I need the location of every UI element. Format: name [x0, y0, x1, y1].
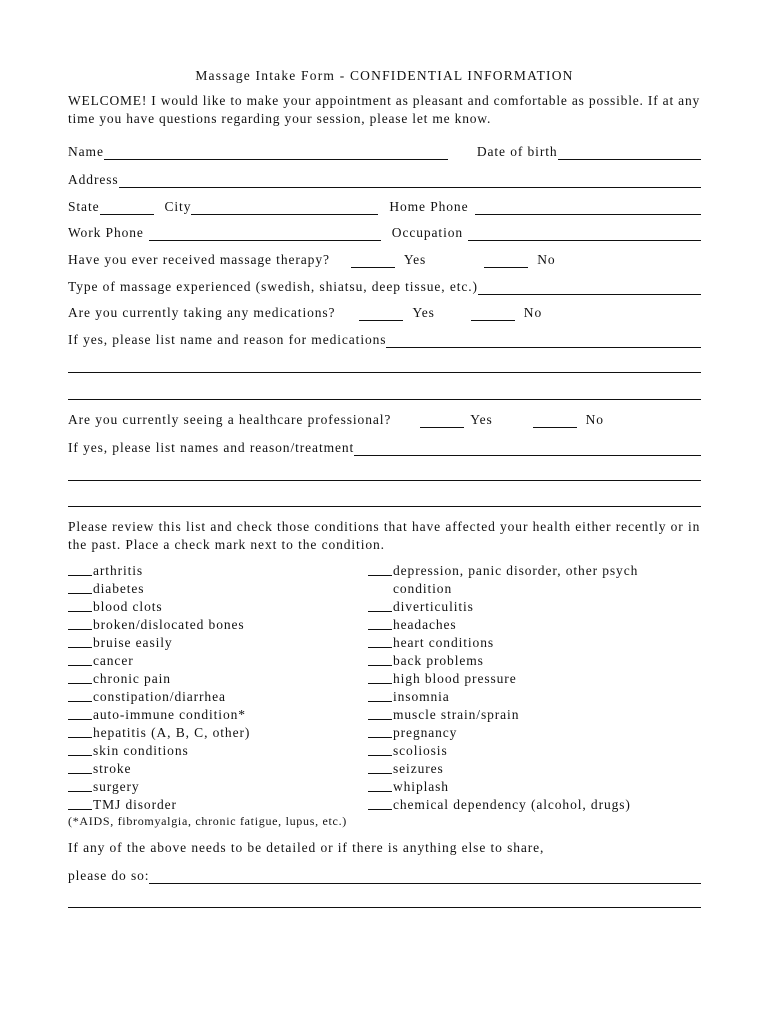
occupation-label: Occupation — [391, 225, 464, 240]
condition-item[interactable]: diabetes — [68, 580, 250, 598]
work-occupation-row — [68, 223, 701, 241]
state-city-row — [68, 197, 701, 215]
healthcare-line-3[interactable] — [68, 506, 701, 507]
massage-no-blank[interactable] — [484, 253, 528, 268]
healthcare-line-2[interactable] — [68, 480, 701, 481]
checkbox-blank[interactable] — [68, 778, 92, 792]
healthcare-no-blank[interactable] — [533, 413, 577, 428]
medications-yes-label: Yes — [412, 305, 435, 320]
checkbox-blank[interactable] — [368, 724, 392, 738]
massage-question: Have you ever received massage therapy? — [68, 252, 330, 267]
condition-item[interactable]: stroke — [68, 760, 250, 778]
condition-item[interactable]: hepatitis (A, B, C, other) — [68, 724, 250, 742]
checkbox-blank[interactable] — [368, 598, 392, 612]
condition-item[interactable]: chronic pain — [68, 670, 250, 688]
massage-question-row — [68, 250, 701, 268]
massage-type-field[interactable] — [478, 280, 701, 295]
condition-item[interactable]: auto-immune condition* — [68, 706, 250, 724]
checkbox-blank[interactable] — [368, 760, 392, 774]
checkbox-blank[interactable] — [68, 670, 92, 684]
condition-item[interactable]: insomnia — [368, 688, 638, 706]
checkbox-blank[interactable] — [368, 652, 392, 666]
condition-item[interactable]: cancer — [68, 652, 250, 670]
conditions-right-column — [368, 562, 638, 814]
work-phone-field[interactable] — [149, 226, 381, 241]
healthcare-list-label: If yes, please list names and reason/treatment — [68, 440, 355, 455]
condition-item[interactable]: heart conditions — [368, 634, 638, 652]
medications-no-label: No — [523, 305, 543, 320]
checkbox-blank[interactable] — [368, 562, 392, 576]
checkbox-blank[interactable] — [68, 634, 92, 648]
medications-list-row — [68, 330, 701, 348]
checkbox-blank[interactable] — [68, 760, 92, 774]
checkbox-blank[interactable] — [368, 778, 392, 792]
conditions-intro: Please review this list and check those conditions that have affected your health either recently or in the past. Place a check mark next to the condition. — [68, 519, 701, 552]
medications-yes-blank[interactable] — [359, 306, 403, 321]
share-line-2[interactable] — [68, 907, 701, 908]
checkbox-blank[interactable] — [68, 616, 92, 630]
massage-yes-blank[interactable] — [351, 253, 395, 268]
condition-item[interactable]: arthritis — [68, 562, 250, 580]
checkbox-blank[interactable] — [68, 742, 92, 756]
conditions-left-column — [68, 562, 250, 814]
checkbox-blank[interactable] — [368, 634, 392, 648]
healthcare-list-field[interactable] — [354, 441, 701, 456]
share-question: If any of the above needs to be detailed or if there is anything else to share, — [68, 840, 545, 855]
condition-item[interactable]: blood clots — [68, 598, 250, 616]
condition-item[interactable]: muscle strain/sprain — [368, 706, 638, 724]
checkbox-blank[interactable] — [368, 670, 392, 684]
name-label: Name — [68, 144, 104, 159]
checkbox-blank[interactable] — [68, 688, 92, 702]
condition-item[interactable]: whiplash — [368, 778, 638, 796]
work-phone-label: Work Phone — [68, 225, 144, 240]
condition-item[interactable]: broken/dislocated bones — [68, 616, 250, 634]
checkbox-blank[interactable] — [68, 724, 92, 738]
checkbox-blank[interactable] — [368, 706, 392, 720]
address-field[interactable] — [119, 173, 701, 188]
healthcare-no-label: No — [585, 412, 604, 427]
condition-item[interactable]: bruise easily — [68, 634, 250, 652]
condition-item[interactable]: scoliosis — [368, 742, 638, 760]
home-phone-label: Home Phone — [389, 199, 469, 214]
healthcare-list-row — [68, 438, 701, 456]
condition-item[interactable]: pregnancy — [368, 724, 638, 742]
checkbox-blank[interactable] — [68, 598, 92, 612]
checkbox-blank[interactable] — [68, 580, 92, 594]
occupation-field[interactable] — [468, 226, 701, 241]
share-field[interactable] — [149, 869, 701, 884]
healthcare-question: Are you currently seeing a healthcare professional? — [68, 412, 392, 427]
checkbox-blank[interactable] — [68, 796, 92, 810]
share-row — [68, 866, 701, 884]
checkbox-blank[interactable] — [68, 706, 92, 720]
condition-item[interactable]: surgery — [68, 778, 250, 796]
form-title: Massage Intake Form - CONFIDENTIAL INFORMATION — [195, 68, 574, 83]
condition-item[interactable]: depression, panic disorder, other psych — [368, 562, 638, 580]
medications-no-blank[interactable] — [471, 306, 515, 321]
condition-item[interactable]: diverticulitis — [368, 598, 638, 616]
address-label: Address — [68, 172, 119, 187]
dob-label: Date of birth — [476, 144, 558, 159]
checkbox-blank[interactable] — [68, 652, 92, 666]
massage-type-row — [68, 277, 701, 295]
checkbox-blank[interactable] — [368, 616, 392, 630]
condition-item[interactable]: chemical dependency (alcohol, drugs) — [368, 796, 638, 814]
city-label: City — [164, 199, 192, 214]
name-row — [68, 142, 701, 160]
state-field[interactable] — [100, 200, 154, 215]
checkbox-blank[interactable] — [368, 688, 392, 702]
condition-item[interactable]: TMJ disorder — [68, 796, 250, 814]
massage-no-label: No — [537, 252, 556, 267]
medications-list-field[interactable] — [386, 333, 701, 348]
medications-question: Are you currently taking any medications? — [68, 305, 336, 320]
home-phone-field[interactable] — [475, 200, 701, 215]
healthcare-yes-label: Yes — [470, 412, 493, 427]
city-field[interactable] — [191, 200, 378, 215]
condition-continuation: condition — [393, 581, 453, 596]
share-label: please do so: — [68, 868, 150, 883]
conditions-footnote: (*AIDS, fibromyalgia, chronic fatigue, lupus, etc.) — [68, 814, 347, 828]
condition-item[interactable]: constipation/diarrhea — [68, 688, 250, 706]
condition-item[interactable]: headaches — [368, 616, 638, 634]
medications-line-3[interactable] — [68, 399, 701, 400]
condition-item[interactable]: seizures — [368, 760, 638, 778]
state-label: State — [68, 199, 100, 214]
massage-yes-label: Yes — [403, 252, 427, 267]
name-field[interactable] — [104, 145, 448, 160]
condition-item[interactable]: skin conditions — [68, 742, 250, 760]
welcome-text: WELCOME! I would like to make your appointment as pleasant and comfortable as possible. If at any time you have questions regarding your session, please let me know. — [68, 93, 701, 126]
condition-item[interactable]: back problems — [368, 652, 638, 670]
condition-item[interactable]: high blood pressure — [368, 670, 638, 688]
dob-field[interactable] — [558, 145, 701, 160]
address-row — [68, 170, 701, 188]
medications-line-2[interactable] — [68, 372, 701, 373]
checkbox-blank[interactable] — [368, 796, 392, 810]
medications-row — [68, 303, 701, 321]
massage-type-label: Type of massage experienced (swedish, shiatsu, deep tissue, etc.) — [68, 279, 478, 294]
medications-list-label: If yes, please list name and reason for medications — [68, 332, 387, 347]
healthcare-yes-blank[interactable] — [420, 413, 464, 428]
checkbox-blank[interactable] — [368, 742, 392, 756]
checkbox-blank[interactable] — [68, 562, 92, 576]
healthcare-row — [68, 410, 701, 428]
